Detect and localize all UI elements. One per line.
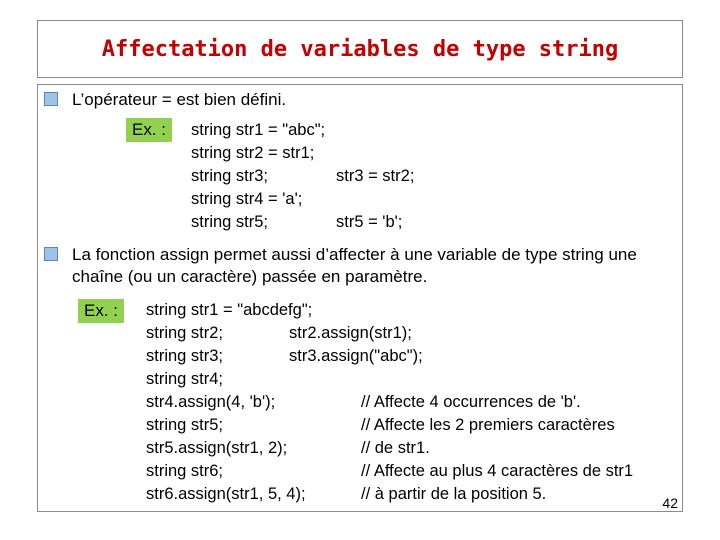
ex2-line5a: str4.assign(4, 'b'); [146,393,276,411]
ex2-line3b: str3.assign("abc"); [289,347,423,365]
bullet2-line2: chaîne (ou un caractère) passée en paramètre. [72,267,428,286]
bullet-square-icon [44,92,58,106]
bullet-square-icon [44,247,58,261]
title-box [37,20,683,78]
ex1-line2: string str2 = str1; [191,144,315,162]
ex2-line7b: // de str1. [361,439,430,457]
slide-title: Affectation de variables de type string [101,37,619,62]
ex1-line5b: str5 = 'b'; [336,213,403,231]
ex2-line8b: // Affecte au plus 4 caractères de str1 [361,462,634,480]
bullet2-line1: La fonction assign permet aussi d’affecter à une variable de type string une [72,245,637,264]
ex2-line2b: str2.assign(str1); [289,324,412,342]
ex2-line5b: // Affecte 4 occurrences de 'b'. [361,393,581,411]
ex1-line5a: string str5; [191,213,269,231]
ex1-line3a: string str3; [191,167,269,185]
ex2-line1: string str1 = "abcdefg"; [146,301,313,319]
bullet1-text: L’opérateur = est bien défini. [72,90,287,109]
example2-label: Ex. : [78,299,124,323]
ex1-line1: string str1 = "abc"; [191,121,326,139]
ex2-line4: string str4; [146,370,224,388]
ex1-line4: string str4 = 'a'; [191,190,303,208]
content-box [37,84,683,512]
ex2-line3a: string str3; [146,347,224,365]
ex2-line7a: str5.assign(str1, 2); [146,439,288,457]
example1-label: Ex. : [126,118,172,142]
ex2-line8a: string str6; [146,462,224,480]
ex2-line2a: string str2; [146,324,224,342]
page-number: 42 [662,495,678,511]
ex2-line9b: // à partir de la position 5. [361,485,547,503]
ex2-line6a: string str5; [146,416,224,434]
ex2-line6b: // Affecte les 2 premiers caractères [361,416,615,434]
ex1-line3b: str3 = str2; [336,167,415,185]
ex2-line9a: str6.assign(str1, 5, 4); [146,485,306,503]
